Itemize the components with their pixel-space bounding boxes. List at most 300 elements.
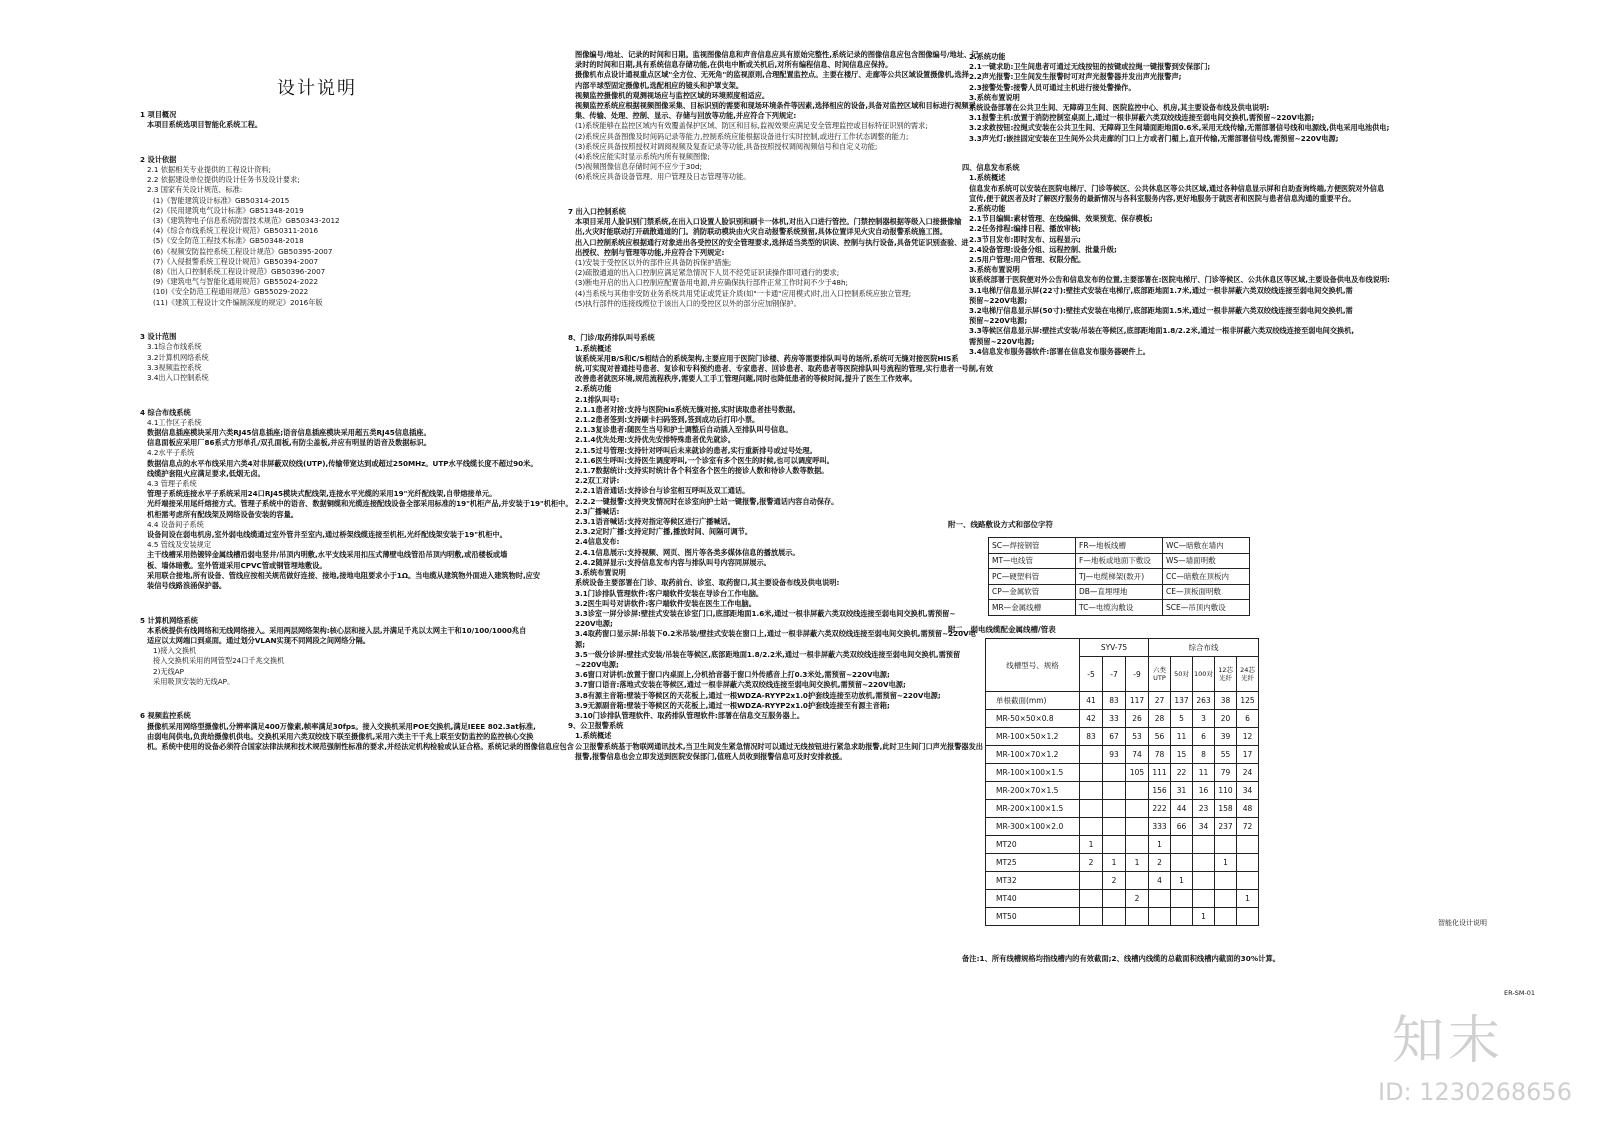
text-line: (5)《安全防范工程技术标准》GB50348-2018 [153, 236, 304, 246]
text-line: 1.系统概述 [575, 343, 612, 353]
text-line: 2.1.2患者签到:支持刷卡扫码签到,签到成功后打印小票。 [575, 415, 760, 425]
text-line: 1.系统概述 [969, 173, 1006, 183]
value-cell [1080, 908, 1103, 926]
value-cell: 110 [1215, 782, 1237, 800]
text-line: 公卫报警系统基于物联网通讯技术,当卫生间发生紧急情况时可以通过无线按钮进行紧急求助报警,此时卫生间门口声光报警器发出 [575, 741, 983, 751]
section-heading: 四、信息发布系统 [962, 163, 1020, 173]
abbr-cell: TC—电缆沟敷设 [1076, 600, 1163, 616]
text-line: 数据信息点的水平布线采用六类4对非屏蔽双绞线(UTP),传输带宽达到或超过250MHz。UTP水平线缆长度不超过90米。 [147, 458, 538, 468]
text-line: 3.5一级分诊屏:壁挂式安装/吊装在等候区,底部距地面1.8/2.2米,通过一根非屏蔽六类双绞线连接至弱电间交换机,需预留 [575, 649, 961, 659]
value-cell: 33 [1103, 710, 1126, 728]
table-row [986, 890, 1259, 908]
row-label: MR-200×70×1.5 [986, 782, 1080, 800]
text-line: (2)《民用建筑电气设计标准》GB51348-2019 [153, 205, 304, 215]
value-cell [1171, 890, 1193, 908]
text-line: 2.3 国家有关设计规范、标准: [147, 185, 243, 195]
value-cell: 158 [1215, 800, 1237, 818]
value-cell: 117 [1126, 692, 1149, 710]
text-line: 2.2任务排程:编排日程、播放审核; [969, 224, 1081, 234]
value-cell [1149, 908, 1171, 926]
text-line: 3.1综合布线系统 [147, 342, 202, 352]
value-cell: 39 [1215, 728, 1237, 746]
text-line: 内部半球型固定摄像机,选配相应的镜头和护罩支架。 [575, 80, 744, 90]
text-line: 4.2水平子系统 [147, 448, 195, 458]
text-line: 本系统提供有线网络和无线网络接入。采用两层网络架构:核心层和接入层,并满足千兆以太网主干和10/100/1000兆自 [147, 625, 527, 635]
text-line: ~220V电源; [575, 659, 619, 669]
value-cell: 41 [1080, 692, 1103, 710]
text-line: 集、传输、处理、控制、显示、存储与回放等功能,并应符合下列规定: [575, 111, 797, 121]
section-heading: 3 设计范围 [140, 332, 177, 342]
text-line: 3.2计算机网络系统 [147, 352, 209, 362]
spacer [568, 316, 938, 326]
value-cell: 15 [1171, 746, 1193, 764]
spacer [140, 694, 535, 704]
value-cell [1126, 908, 1149, 926]
value-cell: 222 [1149, 800, 1171, 818]
row-label: MR-100×70×1.2 [986, 746, 1080, 764]
text-line: 该系统部署于医院便对外公告和信息发布的位置,主要部署在:医院电梯厅、门诊等候区、公共休息区等区域,主要设备供电及布线说明: [969, 275, 1390, 285]
text-line: 板、墙体暗敷。室外管道采用CPVC管或钢管埋地敷设。 [147, 560, 327, 570]
spacer [568, 190, 938, 200]
value-cell [1193, 890, 1215, 908]
abbr-cell: F—地板或地面下敷设 [1076, 553, 1163, 569]
text-line: (1)系统能够在监控区域内有效覆盖保护区域、防区和目标,监视效果应满足安全管理监控或目标特征识别的需求; [575, 121, 928, 131]
abbr-cell: PC—硬塑料管 [989, 569, 1076, 585]
text-line: 3.4信息发布服务器软件:部署在信息发布服务器硬件上。 [969, 346, 1150, 356]
value-cell: 1 [1149, 836, 1171, 854]
section-heading: 7 出入口控制系统 [568, 207, 626, 217]
section-heading: 9、公卫报警系统 [568, 721, 624, 731]
value-cell [1193, 854, 1215, 872]
text-line: 摄像机采用网络型摄像机,分辨率满足400万像素,帧率满足30fps。接入交换机采用POE交换机,满足IEEE 802.3at标准, [147, 721, 536, 731]
text-line: 线缆护套阻火应满足要求,低烟无卤。 [147, 468, 265, 478]
abbr-cell: SC—焊接钢管 [989, 538, 1076, 554]
value-cell: 38 [1215, 692, 1237, 710]
appendix2-title: 附二、弱电线缆配金属线槽/管表 [948, 625, 1056, 634]
text-line: 2.1.6医生呼叫:支持医生调度呼叫,一个诊室有多个医生的时候,也可以调度呼叫。 [575, 455, 834, 465]
row-label: MT32 [986, 872, 1080, 890]
text-line: 3.9无源副音箱:壁装于等候区的天花板上,通过一根WDZA-RYYP2x1.0护套线连接至有源主音箱; [575, 700, 890, 710]
row-label: MR-200×100×1.5 [986, 800, 1080, 818]
text-line: 采用吸顶安装的无线AP。 [153, 676, 235, 686]
text-line: 图像编号/地址、记录的时间和日期。监视图像信息和声音信息应具有原始完整性,系统记录的图像信息应包含图像编号/地址、记 [575, 50, 979, 59]
value-cell: 22 [1171, 764, 1193, 782]
text-line: 录时的时间和日期,具有系统信息存储功能,在供电中断或关机后,对所有编程信息、时间信息应保持。 [575, 60, 893, 70]
text-line: 2.4设备管理:设备分组、远程控制、批量升级; [969, 244, 1117, 254]
text-line: 3.6窗口对讲机:放置于窗口内桌面上,分机拾音器于窗口外传感音上打0.3米处,需预留~220V电源; [575, 670, 890, 680]
spacer [140, 390, 535, 400]
text-line: 2.2双工对讲: [575, 476, 620, 486]
value-cell: 72 [1237, 818, 1259, 836]
value-cell: 137 [1171, 692, 1193, 710]
abbr-cell: SCE—吊顶内敷设 [1163, 600, 1250, 616]
text-line: 3.1报警主机:放置于消防控制室桌面上,通过一根非屏蔽六类双绞线连接至弱电间交换机,需预留~220V电源; [969, 113, 1315, 123]
value-cell: 8 [1193, 746, 1215, 764]
text-line: 1)接入交换机 [153, 646, 197, 656]
text-line: 系统设备部署在公共卫生间、无障碍卫生间、医院监控中心、机房,其主要设备布线及供电说明: [969, 103, 1270, 113]
value-cell [1103, 800, 1126, 818]
text-line: 设备间设在弱电机房,室外弱电线缆通过室外管井至室内,通过桥架线缆连接至机柜,光纤配线架安装于19"机柜中。 [147, 530, 507, 540]
text-line: 2.2.1语音通话:支持诊台与诊室相互呼叫及双工通话。 [575, 486, 750, 496]
text-line: 3.10门诊排队管理软件、取药排队管理软件:部署在信息交互服务器上。 [575, 710, 805, 720]
text-line: 本项目采用人脸识别门禁系统,在出入口设置人脸识别和刷卡一体机,对出入口进行管控。门禁控制器根据等级入口接摄像输 [575, 217, 962, 227]
text-line: 2.3.2定时广播:支持定时广播,播放时间、间隔可调节。 [575, 527, 753, 537]
header-label: 线槽型号、规格 [986, 639, 1080, 692]
value-cell [1215, 872, 1237, 890]
value-cell [1080, 800, 1103, 818]
value-cell: 11 [1171, 728, 1193, 746]
sub-header-cell: 50对 [1171, 657, 1193, 692]
column-1 [140, 110, 574, 752]
text-line: 2.2.2一键报警:支持突发情况时在诊室向护士站一键报警,报警通话内容自动保存。 [575, 496, 839, 506]
value-cell: 83 [1080, 728, 1103, 746]
text-line: 3.系统布置说明 [969, 92, 1020, 102]
row-label: MT25 [986, 854, 1080, 872]
value-cell: 26 [1126, 710, 1149, 728]
value-cell [1126, 800, 1149, 818]
text-line: 宣传,便于就医者及时了解医疗服务的最新情况与各科室服务内容,更好地服务于就医者和医院与患者信息沟通的重要平台。 [969, 193, 1356, 203]
text-line: 2.1.1患者对接:支持与医院his系统无缝对接,实时读取患者挂号数据。 [575, 404, 800, 414]
watermark-id: ID: 1230268656 [1378, 1078, 1572, 1106]
column-3 [962, 52, 1390, 357]
text-line: 装信号线路浪涌保护器。 [147, 581, 227, 591]
table-row [986, 872, 1259, 890]
text-line: 2.5用户管理:用户管理、权限分配。 [969, 255, 1086, 265]
text-line: 管理子系统连接水平子系统采用24口RJ45模块式配线架,连接水平光缆的采用19"光纤配线架,自带熔接单元。 [147, 489, 497, 499]
value-cell: 4 [1149, 872, 1171, 890]
text-line: 2.2声光报警:卫生间发生报警时可对声光报警器并发出声光报警声; [969, 72, 1182, 82]
value-cell [1080, 872, 1103, 890]
value-cell: 237 [1215, 818, 1237, 836]
value-cell: 1 [1126, 854, 1149, 872]
value-cell: 1 [1215, 854, 1237, 872]
value-cell [1103, 836, 1126, 854]
value-cell [1080, 764, 1103, 782]
value-cell: 125 [1237, 692, 1259, 710]
text-line: 2.3广播喊话: [575, 506, 620, 516]
text-line: 2.1 依据相关专业提供的工程设计资料; [147, 164, 271, 174]
value-cell [1080, 746, 1103, 764]
value-cell: 6 [1237, 710, 1259, 728]
sub-header-cell: -9 [1126, 657, 1149, 692]
value-cell [1193, 872, 1215, 890]
value-cell: 48 [1237, 800, 1259, 818]
value-cell [1171, 908, 1193, 926]
text-line: 接入交换机采用的网管型24口千兆交换机 [153, 656, 285, 666]
abbr-cell: CE—顶板面明敷 [1163, 584, 1250, 600]
row-label: MR-100×50×1.2 [986, 728, 1080, 746]
abbr-cell: FR—地板线槽 [1076, 538, 1163, 554]
value-cell: 23 [1193, 800, 1215, 818]
sub-header-cell: 12芯光纤 [1215, 657, 1237, 692]
value-cell: 156 [1149, 782, 1171, 800]
text-line: (1)安装于受控区以外的部件应具备防拆保护措施; [575, 258, 732, 268]
value-cell [1171, 854, 1193, 872]
value-cell: 79 [1215, 764, 1237, 782]
text-line: 2.系统功能 [575, 384, 612, 394]
spacer [140, 138, 535, 148]
text-line: 视频监控摄像机的观测视场应与监控区域的环境照度相适应。 [575, 90, 770, 100]
header-group-syv: SYV-75 [1080, 639, 1149, 657]
value-cell: 24 [1237, 764, 1259, 782]
value-cell [1215, 908, 1237, 926]
value-cell [1126, 836, 1149, 854]
watermark-logo: 知末 [1392, 1011, 1505, 1071]
table-row [986, 692, 1259, 710]
value-cell [1215, 890, 1237, 908]
value-cell: 20 [1215, 710, 1237, 728]
sub-header-cell: 六类UTP [1149, 657, 1171, 692]
section-heading: 4 综合布线系统 [140, 407, 191, 417]
text-line: 3.3视频监控系统 [147, 362, 202, 372]
text-line: 3.3等候区信息显示屏:壁挂式安装/吊装在等候区,底部距地面1.8/2.2米,通过一根非屏蔽六类双绞线连接至弱电间交换机, [969, 326, 1355, 336]
text-line: 2.1.4优先处理:支持优先安排特殊患者优先就诊。 [575, 435, 735, 445]
value-cell: 34 [1237, 782, 1259, 800]
text-line: 预留~220V电源; [969, 295, 1028, 305]
text-line: 2.4.1信息展示:支持视频、网页、图片等各类多媒体信息的播放展示。 [575, 547, 800, 557]
value-cell: 53 [1126, 728, 1149, 746]
text-line: 2.1.3复诊患者:随医生当号和护士调整后自动插入至排队叫号信息。 [575, 425, 793, 435]
text-line: (5)视频图像信息存储时间不应少于30d; [575, 162, 702, 172]
value-cell: 2 [1103, 872, 1126, 890]
text-line: (4)系统应能实时显示系统内所有视频图像; [575, 152, 710, 162]
text-line: 2.4信息发布: [575, 537, 620, 547]
spacer [962, 151, 1264, 156]
value-cell: 1 [1171, 872, 1193, 890]
value-cell: 3 [1193, 710, 1215, 728]
table-row [986, 908, 1259, 926]
text-line: 4.1工作区子系统 [147, 417, 202, 427]
table-row [986, 800, 1259, 818]
table-row [989, 553, 1250, 569]
spacer [140, 598, 535, 608]
text-line: 3.2电梯厅信息显示屏(50寸):壁挂式安装在电梯厅,底部距地面1.5米,通过一根非屏蔽六类双绞线连接至弱电间交换机,需 [969, 306, 1353, 316]
text-line: (3)《建筑物电子信息系统防雷技术规范》GB50343-2012 [153, 216, 340, 225]
value-cell: 105 [1126, 764, 1149, 782]
value-cell: 2 [1080, 854, 1103, 872]
text-line: 采用联合接地,所有设备、管线应按相关规范做好连接、接地,接地电阻要求小于1Ω。当电缆从建筑物外面进入建筑物时,应安 [147, 570, 541, 580]
text-line: 2.系统功能 [969, 204, 1006, 214]
text-line: 由弱电间供电,负责给摄像机供电。交换机采用六类双绞线下联至摄像机,采用六类主干千兆上联至安防监控的监控核心交换 [147, 731, 534, 741]
text-line: 3.2医生叫号对讲软件:客户端软件安装在医生工作电脑。 [575, 598, 756, 608]
text-line: 2.1.7数据统计:支持实时统计各个科室各个医生的接诊人数和待诊人数等数据。 [575, 466, 829, 476]
text-line: 2)无线AP [153, 666, 185, 676]
table-row [989, 600, 1250, 616]
value-cell [1080, 782, 1103, 800]
value-cell: 78 [1149, 746, 1171, 764]
text-line: 出授权、控制与管理等功能,并应符合下列规定: [575, 247, 725, 257]
value-cell: 31 [1171, 782, 1193, 800]
value-cell: 34 [1193, 818, 1215, 836]
row-label: MT50 [986, 908, 1080, 926]
value-cell: 74 [1126, 746, 1149, 764]
row-label: MT40 [986, 890, 1080, 908]
header-group-cabling: 综合布线 [1149, 639, 1259, 657]
text-line: (1)《智能建筑设计标准》GB50314-2015 [153, 195, 290, 205]
text-line: 出,火灾时能联动打开疏散通道的门。消防联动模块由火灾自动报警系统预留,具体位置详见火灾自动报警系统施工图。 [575, 227, 948, 237]
text-line: 3.1电梯厅信息显示屏(22寸):壁挂式安装在电梯厅,底部距地面1.7米,通过一根非屏蔽六类双绞线连接至弱电间交换机,需 [969, 285, 1353, 295]
value-cell: 1 [1193, 908, 1215, 926]
value-cell [1103, 908, 1126, 926]
abbr-cell: CC—暗敷在顶板内 [1163, 569, 1250, 585]
value-cell: 17 [1237, 746, 1259, 764]
value-cell [1080, 818, 1103, 836]
value-cell: 93 [1103, 746, 1126, 764]
text-line: 主干线槽采用热镀锌金属线槽沿弱电竖井/吊顶内明敷,水平支线采用扣压式薄壁电线管沿吊顶内明敷,或沿楼板或墙 [147, 550, 508, 560]
page-title: 设计说明 [277, 78, 357, 99]
table-row [986, 728, 1259, 746]
value-cell [1237, 854, 1259, 872]
text-line: 1.系统概述 [575, 731, 612, 741]
spacer [140, 315, 535, 325]
text-line: 3.系统布置说明 [969, 265, 1020, 275]
row-label: MT20 [986, 836, 1080, 854]
row-label: MR-300×100×2.0 [986, 818, 1080, 836]
value-cell [1126, 818, 1149, 836]
sub-header-cell: -5 [1080, 657, 1103, 692]
value-cell: 55 [1215, 746, 1237, 764]
text-line: 摄像机布点设计通视重点区域"全方位、无死角"的监视原则,合理配置监控点。主要在楼厅、走廊等公共区域设置摄像机,选择 [575, 70, 969, 80]
text-line: 信息发布系统可以安装在医院电梯厅、门诊等候区、公共休息区等公共区域,通过各种信息显示屏和自助查询终端,方便医院对外信息 [969, 183, 1385, 193]
text-line: 需预留~220V电源; [969, 336, 1035, 346]
section-heading: 1 项目概况 [140, 110, 177, 119]
table-row [986, 764, 1259, 782]
text-line: (9)《建筑电气与智能化通用规范》GB55024-2022 [153, 277, 319, 287]
text-line: (6)系统应具备设备管理、用户管理及日志管理等功能。 [575, 172, 751, 182]
drawing-name: 智能化设计说明 [1438, 919, 1487, 927]
abbr-cell: MR—金属线槽 [989, 600, 1076, 616]
abbr-cell: TJ—电缆梯架(数开) [1076, 569, 1163, 585]
value-cell [1171, 836, 1193, 854]
text-line: 2.3接警处警:接警人员可通过主机进行接处警操作。 [969, 82, 1136, 92]
table-row [986, 782, 1259, 800]
value-cell: 1 [1103, 854, 1126, 872]
text-line: 机。系统中使用的设备必须符合国家法律法规和技术规范强制性标准的要求,并经法定机构检验或认证合格。系统记录的图像信息应包含 [147, 742, 574, 752]
text-line: 2.4.2随屏显示:支持信息发布内容与排队叫号内容同屏展示。 [575, 557, 771, 567]
text-line: 2.2 依据建设单位提供的设计任务书及设计要求; [147, 175, 300, 185]
value-cell: 42 [1080, 710, 1103, 728]
text-line: (8)《出入口控制系统工程设计规范》GB50396-2007 [153, 267, 326, 277]
value-cell [1149, 890, 1171, 908]
text-line: (7)《入侵报警系统工程设计规范》GB50394-2007 [153, 256, 319, 266]
value-cell: 16 [1193, 782, 1215, 800]
value-cell: 2 [1126, 890, 1149, 908]
abbr-cell: DB—直埋埋地 [1076, 584, 1163, 600]
value-cell [1103, 890, 1126, 908]
value-cell: 263 [1193, 692, 1215, 710]
text-line: 3.1门诊排队管理软件:客户端软件安装在导诊台工作电脑。 [575, 588, 764, 598]
value-cell [1215, 836, 1237, 854]
table-row [986, 746, 1259, 764]
value-cell: 27 [1149, 692, 1171, 710]
value-cell [1126, 872, 1149, 890]
value-cell: 66 [1171, 818, 1193, 836]
section-heading: 8、门诊/取药排队叫号系统 [568, 333, 655, 343]
text-line: 3.7窗口语音:落地式安装在等候区,通过一根非屏蔽六类双绞线连接至弱电间交换机,需预留~220V电源; [575, 680, 906, 690]
text-line: 2.1排队叫号: [575, 394, 620, 404]
section-heading: 6 视频监控系统 [140, 711, 191, 721]
value-cell: 12 [1237, 728, 1259, 746]
row-label: MR-50×50×0.8 [986, 710, 1080, 728]
value-cell: 2 [1149, 854, 1171, 872]
table-note: 备注:1、所有线槽规格均指线槽内的有效截面;2、线槽内线缆的总截面积线槽内截面的30%计算。 [962, 954, 1281, 963]
appendix1-title: 附一、线路敷设方式和部位字符 [948, 520, 1053, 529]
text-line: 出入口控制系统应根据通行对象进出各受控区的安全管理要求,选择适当类型的识读、控制与执行设备,具备凭证识别查验、进 [575, 237, 969, 247]
text-line: 3.2求救按钮:拉绳式安装在公共卫生间、无障碍卫生间墙面距地面0.6米,采用无线传输,无需部署信号线和电源线,供电采用电池供电; [969, 123, 1390, 133]
text-line: 本项目系统选项目智能化系统工程。 [147, 120, 263, 130]
sub-header-cell: 100对 [1193, 657, 1215, 692]
value-cell [1080, 890, 1103, 908]
text-line: 2.1一键求助:卫生间患者可通过无线按钮的按键或拉绳一键报警到安保部门; [969, 62, 1211, 72]
text-line: (4)《综合布线系统工程设计规范》GB50311-2016 [153, 226, 319, 236]
text-line: 220V电源; [575, 619, 613, 629]
abbr-cell: MT—电线管 [989, 553, 1076, 569]
text-line: 视频监控系统应根据视频图像采集、目标识别的需要和现场环境条件等因素,选择相应的设备,具备对监控区域和目标进行视频采 [575, 101, 976, 111]
table-row [986, 854, 1259, 872]
value-cell: 1 [1237, 890, 1259, 908]
table-row [986, 818, 1259, 836]
value-cell [1237, 872, 1259, 890]
section-heading: 5 计算机网络系统 [140, 615, 198, 625]
text-line: 该系统采用B/S和C/S相结合的系统架构,主要应用于医院门诊楼、药房等需要排队叫号的场所,系统可无缝对接医院HIS系 [575, 353, 959, 363]
text-line: 3.系统布置说明 [575, 568, 626, 578]
text-line: (2)疏散通道的出入口控制应满足紧急情况下人员不经凭证识读操作即可通行的要求; [575, 268, 840, 278]
sub-header-cell: 24芯光纤 [1237, 657, 1259, 692]
text-line: 预留~220V电源; [969, 316, 1028, 326]
text-line: 报警,报警信息也会立即发送到医院安保部门,值班人员收到报警信息可及时安排救援。 [575, 751, 847, 761]
text-line: 改善患者就医环境,规范流程秩序,需要人工手工管理问题,同时也降低患者的等候时间,提升了医生工作效率。 [575, 374, 917, 384]
text-line: 数据信息插座模块采用六类RJ45信息插座;语音信息插座模块采用超五类RJ45信息插座。 [147, 428, 431, 437]
text-line: 3.4出入口控制系统 [147, 373, 209, 383]
text-line: 2.3节目发布:即时发布、远程显示; [969, 234, 1081, 244]
value-cell: 1 [1080, 836, 1103, 854]
text-line: 4.4 设备间子系统 [147, 519, 204, 529]
text-line: 4.5 管线及安装规定 [147, 540, 212, 550]
text-line: (3)系统应具备按照授权对调阅视频及复查记录等功能,具备按照授权调阅视频信号和自定义功能; [575, 141, 878, 151]
value-cell [1103, 764, 1126, 782]
value-cell: 28 [1149, 710, 1171, 728]
value-cell: 83 [1103, 692, 1126, 710]
text-line: 光纤端接采用尾纤熔接方式。管理子系统中的语音、数据铜缆和光缆连接配线设备全部采用标准的19"机柜产品,并安装于19"机柜中。 [147, 499, 573, 509]
text-line: (10)《安全防范工程通用规范》GB55029-2022 [153, 287, 309, 297]
text-line: (11)《建筑工程设计文件编制深度的规定》2016年版 [153, 297, 323, 307]
value-cell: 11 [1193, 764, 1215, 782]
text-line: (3)断电开启的出入口控制应配置备用电源,并应确保执行部件正常工作时间不少于48h; [575, 278, 848, 288]
text-line: 4.3 管理子系统 [147, 479, 197, 489]
abbr-cell: CP—金属软管 [989, 584, 1076, 600]
value-cell [1103, 782, 1126, 800]
table-row [989, 584, 1250, 600]
value-cell: 56 [1149, 728, 1171, 746]
table-row [989, 569, 1250, 585]
abbreviation-table [988, 537, 1250, 616]
text-line: (2)系统应具备图像及时间码记录等能力,控制系统应能根据设备进行实时控制,或进行工作状态调整的能力; [575, 131, 909, 141]
row-label: MR-100×100×1.5 [986, 764, 1080, 782]
value-cell: 67 [1103, 728, 1126, 746]
text-line: 3.3诊室一屏分诊屏:壁挂式安装在诊室门口,底部距地面1.6米,通过一根非屏蔽六类双绞线连接至弱电间交换机,需预留~ [575, 608, 956, 618]
value-cell: 333 [1149, 818, 1171, 836]
section-heading: 2 设计依据 [140, 154, 177, 164]
text-line: 2.1.5过号管理:支持针对呼叫后未来就诊的患者,实行重新排号或过号处理。 [575, 445, 817, 455]
value-cell [1193, 836, 1215, 854]
value-cell: 6 [1193, 728, 1215, 746]
text-line: 信息面板应采用厂86系式方形单孔/双孔面板,有防尘盖板,并应有明显的语音及数据标识。 [147, 438, 432, 448]
value-cell [1237, 836, 1259, 854]
value-cell [1237, 908, 1259, 926]
text-line: 3.8有源主音箱:壁装于等候区的天花板上,通过一根WDZA-RYYP2x1.0护套线连接至功放机,需预留~220V电源; [575, 690, 941, 700]
text-line: 机柜需考虑所有配线架及网络设备安装的容量。 [147, 509, 298, 519]
text-line: 系统设备主要部署在门诊、取药前台、诊室、取药窗口,其主要设备布线及供电说明: [575, 578, 840, 588]
